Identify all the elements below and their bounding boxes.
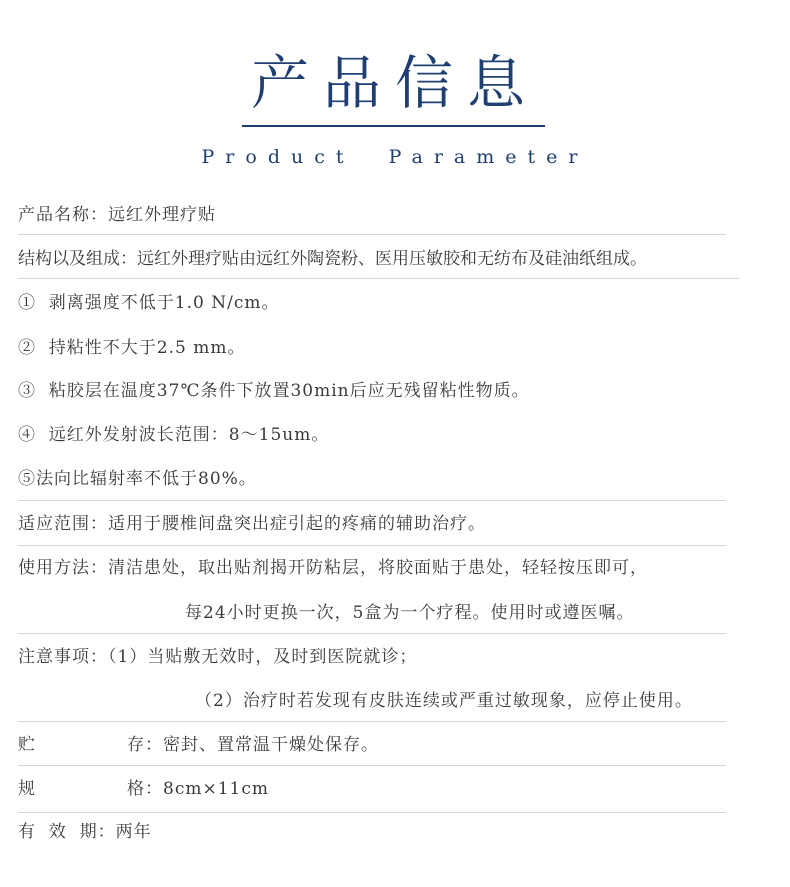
usage-line-1: 使用方法：清洁患处，取出贴剂揭开防粘层，将胶面贴于患处，轻轻按压即可， <box>18 558 648 578</box>
composition-row: 结构以及组成：远红外理疗贴由远红外陶瓷粉、医用压敏胶和无纺布及硅油纸组成。 <box>18 249 647 269</box>
divider <box>18 812 726 813</box>
title-underline <box>242 125 545 127</box>
storage-value: 存：密封、置常温干燥处保存。 <box>127 735 379 755</box>
page-subtitle: Product Parameter <box>201 146 589 168</box>
spec-row <box>18 777 269 801</box>
spec-label: 规 <box>18 779 36 799</box>
storage-label: 贮 <box>18 735 36 755</box>
spec-item-4: ④ 远红外发射波长范围：8～15um。 <box>18 425 330 445</box>
validity-row: 有 效 期：两年 <box>18 822 152 842</box>
notes-line-1: 注意事项：（1）当贴敷无效时，及时到医院就诊； <box>18 647 418 667</box>
notes-line-2: （2）治疗时若发现有皮肤连续或严重过敏现象，应停止使用。 <box>195 691 693 711</box>
spec-item-3: ③ 粘胶层在温度37℃条件下放置30min后应无残留粘性物质。 <box>18 381 530 401</box>
divider <box>18 765 726 766</box>
divider <box>18 500 726 501</box>
divider <box>18 234 726 235</box>
scope-row: 适应范围：适用于腰椎间盘突出症引起的疼痛的辅助治疗。 <box>18 514 486 534</box>
spec-item-2: ② 持粘性不大于2.5 mm。 <box>18 338 246 358</box>
usage-line-2: 每24小时更换一次，5盒为一个疗程。使用时或遵医嘱。 <box>185 603 635 623</box>
divider <box>18 545 726 546</box>
spec-value: 格：8cm×11cm <box>127 779 269 799</box>
divider <box>18 633 726 634</box>
storage-row <box>18 733 379 757</box>
product-name-row: 产品名称：远红外理疗贴 <box>18 205 216 225</box>
spec-item-5: ⑤法向比辐射率不低于80%。 <box>18 469 257 489</box>
page-title: 产品信息 <box>250 49 539 117</box>
divider <box>18 721 726 722</box>
divider <box>18 278 740 279</box>
spec-item-1: ① 剥离强度不低于1.0 N/cm。 <box>18 293 280 313</box>
